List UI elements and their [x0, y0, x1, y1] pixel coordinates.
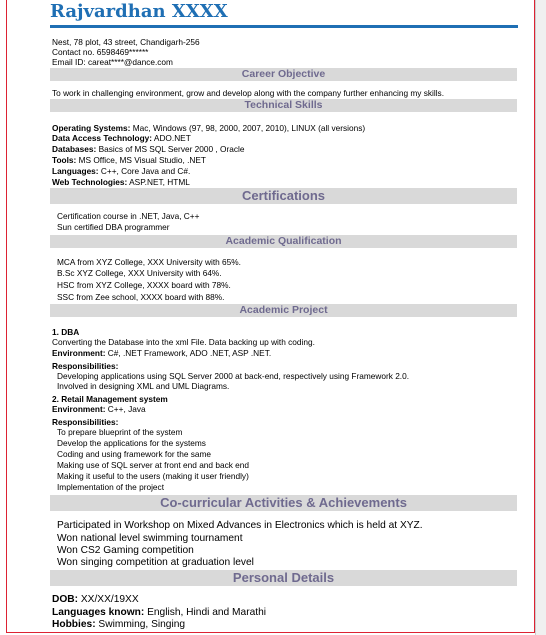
personal-row: Languages known: English, Hindi and Marathi [52, 607, 267, 618]
certifications-heading: Certifications [50, 188, 517, 204]
certification-item: Sun certified DBA programmer [57, 222, 170, 232]
academic-qualification-heading: Academic Qualification [50, 235, 517, 248]
responsibility-item: Developing applications using SQL Server 2000 at back-end, respectively using Framework 2.0. [57, 371, 410, 381]
skill-row: Databases: Basics of MS SQL Server 2000 , Oracle [52, 144, 245, 154]
career-objective-text: To work in challenging environment, grow and develop along with the company further enhancing my skills. [52, 88, 445, 98]
activities-heading: Co-curricular Activities & Achievements [50, 495, 517, 511]
scrollbar[interactable] [535, 0, 546, 635]
responsibilities-label: Responsibilities: [52, 361, 119, 371]
project-description: Converting the Database into the xml File. Data backing up with coding. [52, 337, 315, 347]
skill-row: Operating Systems: Mac, Windows (97, 98, 2000, 2007, 2010), LINUX (all versions) [52, 123, 366, 133]
certification-item: Certification course in .NET, Java, C++ [57, 211, 200, 221]
personal-details-heading: Personal Details [50, 570, 517, 586]
responsibility-item: Involved in designing XML and UML Diagrams. [57, 381, 230, 391]
responsibilities-label: Responsibilities: [52, 417, 119, 427]
technical-skills-heading: Technical Skills [50, 99, 517, 112]
qualification-item: MCA from XYZ College, XXX University with 65%. [57, 257, 241, 267]
name-divider [50, 25, 518, 28]
skill-row: Tools: MS Office, MS Visual Studio, .NET [52, 155, 207, 165]
activity-item: Participated in Workshop on Mixed Advances in Electronics which is held at XYZ. [57, 520, 423, 531]
qualification-item: SSC from Zee school, XXXX board with 88%. [57, 292, 225, 302]
personal-row: DOB: XX/XX/19XX [52, 594, 139, 605]
responsibility-item: Making it useful to the users (making it user friendly) [57, 471, 249, 481]
skill-row: Data Access Technology: ADO.NET [52, 133, 191, 143]
project-title: 2. Retail Management system [52, 394, 168, 404]
project-environment: Environment: C#, .NET Framework, ADO .NET, ASP .NET. [52, 348, 272, 358]
email: Email ID: careat****@dance.com [52, 57, 173, 67]
project-title: 1. DBA [52, 327, 80, 337]
career-objective-heading: Career Objective [50, 68, 517, 81]
qualification-item: HSC from XYZ College, XXXX board with 78%. [57, 280, 231, 290]
responsibility-item: Coding and using framework for the same [57, 449, 212, 459]
activity-item: Won national level swimming tournament [57, 533, 243, 544]
skill-row: Web Technologies: ASP.NET, HTML [52, 177, 190, 187]
academic-project-heading: Academic Project [50, 304, 517, 317]
activity-item: Won singing competition at graduation level [57, 557, 254, 568]
address: Nest, 78 plot, 43 street, Chandigarh-256 [52, 37, 200, 47]
contact-number: Contact no. 6598469****** [52, 47, 149, 57]
qualification-item: B.Sc XYZ College, XXX University with 64%. [57, 268, 222, 278]
responsibility-item: Making use of SQL server at front end and back end [57, 460, 250, 470]
personal-row: Hobbies: Swimming, Singing [52, 619, 186, 630]
candidate-name: Rajvardhan XXXX [50, 1, 228, 22]
responsibility-item: Implementation of the project [57, 482, 164, 492]
project-environment: Environment: C++, Java [52, 404, 146, 414]
skill-row: Languages: C++, Core Java and C#. [52, 166, 191, 176]
responsibility-item: Develop the applications for the systems [57, 438, 206, 448]
responsibility-item: To prepare blueprint of the system [57, 427, 183, 437]
activity-item: Won CS2 Gaming competition [57, 545, 194, 556]
